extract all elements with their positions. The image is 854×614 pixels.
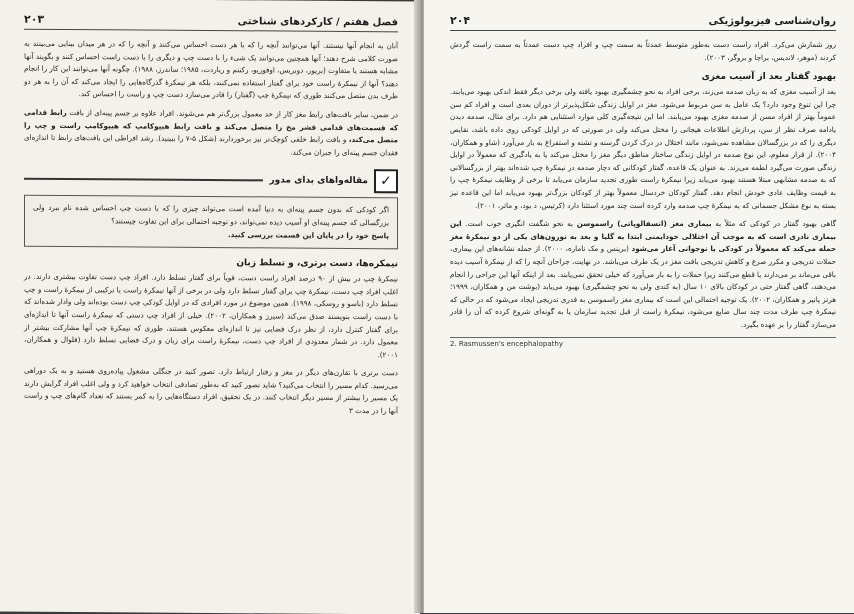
review-box-title: مقاله‌واهای بدای مدور	[269, 175, 368, 187]
review-box	[24, 195, 398, 249]
left-page-number: ۲۰۳	[24, 12, 45, 26]
left-page	[0, 0, 420, 614]
right-page	[424, 0, 854, 613]
title-rule	[24, 178, 263, 182]
right-page-header	[450, 14, 836, 31]
left-paragraph-2-end: و بافت رابط خلفی کوچک‌تر نیز برخوردارند (شکل ۵-۷ را ببینید). رشد افراطی این بافت‌های رابط تا اندازه‌ای فقدان جسم پینه‌ای را جبران می‌کند.	[24, 132, 398, 158]
review-box-question: اگر کودکی که بدون جسم پینه‌ای به دنیا آمده است می‌تواند چیزی را که با دست چپ احساس شده نام ببرد ولی بزرگسالی که جسم پینه‌ای او آسیب دیده نمی‌تواند، دو توجیه احتمالی برای این تفاوت چیستند؟	[33, 203, 389, 228]
right-paragraph-3-start: گاهی بهبود گفتار در کودکی که مثلاً به	[715, 219, 837, 229]
review-box-title-row	[24, 167, 398, 194]
left-section-heading: نیمکره‌ها، دست برتری، و تسلط زبان	[236, 258, 398, 270]
right-section-heading: بهبود گفتار بعد از آسیب مغزی	[701, 72, 836, 83]
right-paragraph-3-end: (برینس و مک ناماره، ۲۰۰۰). از جمله نشانه‌های این بیماری، حملات تدریجی و مکرر صرع و کاهش تدریجی بافت مغز در یک طرف می‌باشد. در نهایت، جراحان آنچه را که از نیمکرهٔ آسیب دیده باقی می‌ماند بر می‌دارند یا قطع می‌کنند زیرا حملات را به بار می‌آورد که خیلی تحقق نمی‌یابند. بعد از اینکه آنها این جراحی را انجام می‌دهند، گاهی گفتار حتی در کودکان بالای ۱۰ سال (به کندی ولی به نحو چشمگیری) بهبود می‌یابد (بوشت من و همکاران، ۱۹۹۹؛ هرتز پانیر و همکاران، ۲۰۰۲). یک توجیه احتمالی این است که بیماری مغز راسموسن به قدری تدریجی ایجاد می‌شود که در حالی که نیمکرهٔ چپ طرف مدت چند سال ضایع می‌شود، نیمکرهٔ راست از قبل تجدید سازمان یا به گونه‌ای شروع کرده که آن را قادر می‌سازد گفتار را بر عهده بگیرد.	[450, 244, 837, 329]
left-running-head: فصل هفتم / کارکردهای شناختی	[237, 16, 398, 29]
right-paragraph-2: بعد از آسیب مغزی که به زبان صدمه می‌زند، برخی افراد به نحو چشمگیری بهبود یافته ولی برخی دیگر فقط اندکی بهبود می‌یابند. چرا این تنوع وجود دارد؟ یک عامل به سن مربوط می‌شود. مغز در اوایل زندگی شکل‌پذیرتر از دوران بعدی است و افراد کم سن عموماً بهتر از افراد مسن از صدمه مغزی بهبود می‌یابند. اما این نتیجه‌گیری کلی موارد استثنایی هم دارد. برای مثال، صدمه دیدن یادامه صرف نظر از سن، پردازش اطلاعات هیجانی را مختل می‌کند ولی در صورتی که در اوایل کودکی روی داده باشد، نقایص دیگری را که در بزرگسالان مشاهده نمی‌شود، مانند اختلال در درک کردن گرسنه و تشنه و استفراغ به بار می‌آورد (شاو و همکاران، ۲۰۰۴). از قرار معلوم، این نوع صدمه در اوایل زندگی ساختار مناطق دیگر مغز را مختل می‌کند یا به یادگیری که معمولاً در اوایل زندگی صورت می‌گیرد لطمه می‌زند. به عنوان یک قاعده، گفتار کودکانی که دچار صدمه در نیمکرهٔ چپ شده‌اند بهتر از بزرگسالانی که به صدمه مشابهی مبتلا هستند بهبود می‌یابد زیرا نیمکرهٔ راست طوری تجدید سازمان می‌یابد تا برخی از وظایف نیمکرهٔ چپ را به قیمت وظایف عادی خودش انجام دهد. گفتار کودکان خردسال معمولاً بهتر از کودکان بزرگ‌تر بهبود می‌یابد اما این قاعده نیز بسته به نوع مشکل جسمانی که به نیمکرهٔ چپ صدمه وارد کرده است چند مورد استثنا دارد (کرتیس، د بود، و ماتر، ۲۰۰۱).	[450, 87, 836, 210]
right-paragraph-3-term: بیماری مغز (انسفالوپاتی) راسموسن	[576, 219, 712, 229]
left-paragraph-1: آنان به انجام آنها نیستند. آنها می‌توانند آنچه را که با هر دست احساس می‌کنند و آنچه را که در هر میدان بینایی می‌بینند به صورت کلامی شرح دهند؛ آنها همچنین می‌توانند یک شیء را با دست چپ و دیگری را با دست راست احساس کنند و بگویند آنها مشابه هستند یا متفاوت (بریور، دوبریس، اوفوریو، رکنتم و ریاردت، ۱۹۸۵؛ ساندرز، ۱۹۸۸). چگونه آنها می‌توانند این کار را انجام دهند؟ آنها از نیمکرهٔ راست خود برای گفتار استفاده نمی‌کنند، بلکه هر نیمکرهٔ گذرگاه‌هایی را ایجاد می‌کند که آن را به هر دو طرف بدن متصل می‌کنند طوری که نیمکرهٔ چپ (گفتار) را قادر می‌سازد دست چپ و راست را احساس کند.	[24, 38, 398, 101]
left-paragraph-2-start: در ضمن، سایر بافت‌های رابط مغز کار از حد معمول بزرگ‌تر هم می‌شوند. افراد علاوه بر جسم پینه‌ای از بافت	[69, 107, 398, 120]
right-paragraph-3-definition: این بیماری نادری است که به موجب آن اختلالی خودایمنی ابتدا به گلیا و بعد به نورون‌های یکی از دو نیمکرهٔ مغز حمله می‌کند که معمولاً در کودکی یا نوجوانی آغاز می‌شود	[450, 219, 836, 254]
left-paragraph-3: نیمکرهٔ چپ در بیش از ۹۰ درصد افراد راست دست، قویاً برای گفتار تسلط دارد. افراد چپ دست تفاوت بیشتری دارند. در اغلب افراد چپ دست، نیمکرهٔ چپ برای گفتار تسلط دارد ولی در برخی از آنها نیمکرهٔ راست یا ترکیبی از نیمکرهٔ راست و چپ تسلط دارد (باسو و روسکی، ۱۹۹۸). همین موضوع در مورد افرادی که در اوایل کودکی چپ دست بوده‌اند ولی وادار شده‌اند که با دست راست بنویسند صدق می‌کند (سیرز و همکاران، ۲۰۰۲). خیلی از افراد چپ دستی که نیمکرهٔ راست آنها تا اندازه‌ای برای گفتار کنترل دارد، از نظر درک فضایی نیز تا اندازه‌ای معکوس هستند، طوری که نیمکرهٔ چپ آنها مشارکت بیشتر از معمول دارد. در شمار معدودی از افراد چپ دست، نیمکرهٔ راست برای زبان و درک فضایی تسلط دارد (فلوال و همکاران، ۲۰۰۱).	[24, 271, 398, 359]
review-box-answer-note: پاسخ خود را در پایان این قسمت بررسی کنید.	[227, 229, 389, 240]
right-paragraph-3-mid: به نحو شگفت انگیزی خوب است.	[465, 219, 574, 229]
footnote: 2. Rasmussen's encephalopathy	[450, 337, 836, 348]
right-running-head: روان‌شناسی فیزیولوژیکی	[708, 16, 836, 27]
checkmark-icon: ✓	[374, 169, 398, 193]
left-paragraph-4: دست برتری با تقارن‌های دیگر در مغز و رفتار ارتباط دارد. تصور کنید در جنگلی مشغول پیاده‌روی هستید و به یک دوراهی می‌رسید. کدام مسیر را انتخاب می‌کنید؟ شاید تصور کنید که به‌طور تصادفی انتخاب خواهید کرد و ولی اغلب افراد گرایش دارند یک مسیر را بیشتر از مسیر دیگر انتخاب کنند. در یک تحقیق، افراد دستگاه‌هایی را به کمر بستند که تعداد گام‌های چپ و راست آنها را در مدت ۳	[24, 365, 398, 416]
left-paragraph-2-bold: رابط قدامی که قسمت‌های قدامی قشر مخ را متصل می‌کند و بافت رابط هیپوکامپ که هیپوکامپ راست و چپ را متصل می‌کند،	[24, 107, 398, 145]
left-page-header	[24, 13, 398, 33]
right-paragraph-3	[450, 218, 836, 331]
right-page-number: ۲۰۴	[450, 14, 471, 27]
left-paragraph-2	[24, 107, 398, 160]
right-paragraph-1: روز شمارش می‌کرد. افراد راست دست به‌طور متوسط عمدتاً به سمت چپ و افراد چپ دست عمدتاً به سمت راست گردش کردند (موهر، لاندیس، براچا و بروگر، ۲۰۰۳).	[450, 40, 836, 62]
